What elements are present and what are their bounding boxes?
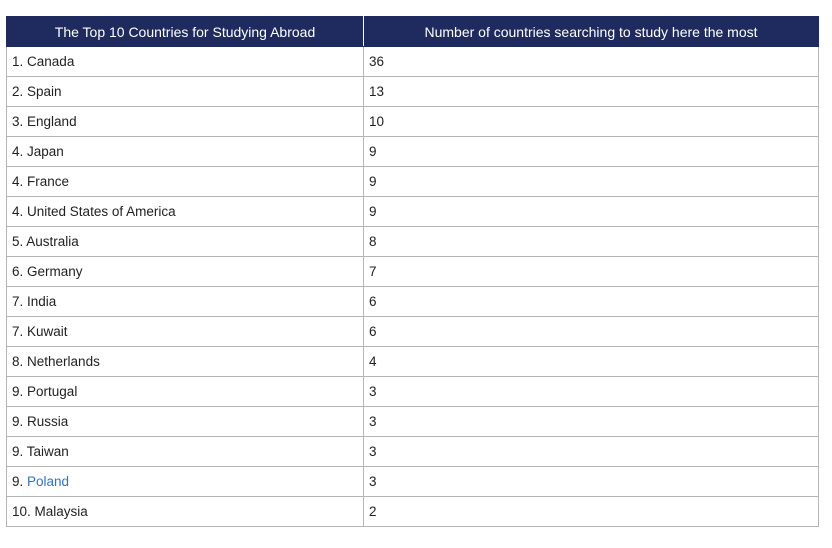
count-cell: 9 [364,167,819,197]
country-cell [7,317,364,347]
table-row [7,497,819,527]
rank-label: 4. [12,174,24,189]
table-row [7,377,819,407]
table-row [7,167,819,197]
count-cell: 6 [364,287,819,317]
country-name: Malaysia [34,504,88,519]
count-cell: 13 [364,77,819,107]
country-name: France [27,174,70,189]
country-cell [7,167,364,197]
table-row [7,197,819,227]
country-cell [7,437,364,467]
count-cell: 10 [364,107,819,137]
rank-label: 2. [12,84,24,99]
country-name: Kuwait [27,324,68,339]
rank-label: 9. [12,414,24,429]
header-count: Number of countries searching to study here the most [364,17,819,47]
country-cell [7,47,364,77]
country-name: Canada [27,54,75,69]
header-country: The Top 10 Countries for Studying Abroad [7,17,364,47]
count-cell: 6 [364,317,819,347]
count-cell: 4 [364,347,819,377]
table-row [7,107,819,137]
country-cell [7,77,364,107]
country-cell [7,407,364,437]
rank-label: 4. [12,204,24,219]
country-name: Netherlands [27,354,100,369]
rank-label: 8. [12,354,24,369]
country-name: Australia [26,234,79,249]
country-name: United States of America [27,204,176,219]
country-name: Spain [27,84,62,99]
table-row [7,407,819,437]
country-cell [7,257,364,287]
country-cell [7,287,364,317]
rank-label: 3. [12,114,24,129]
rank-label: 4. [12,144,24,159]
table-body [7,47,819,527]
country-cell [7,497,364,527]
country-cell [7,467,364,497]
count-cell: 3 [364,377,819,407]
table-row [7,47,819,77]
country-cell [7,197,364,227]
rank-label: 1. [12,54,24,69]
table-container [6,16,818,527]
count-cell: 7 [364,257,819,287]
table-row [7,347,819,377]
country-name: Germany [27,264,83,279]
country-link[interactable]: Poland [27,474,70,489]
rank-label: 5. [12,234,24,249]
table-row [7,287,819,317]
table-row [7,437,819,467]
country-name: Portugal [27,384,78,399]
table-row [7,137,819,167]
country-cell [7,137,364,167]
count-cell: 3 [364,437,819,467]
rank-label: 10. [12,504,31,519]
rank-label: 6. [12,264,24,279]
table-row [7,317,819,347]
count-cell: 9 [364,197,819,227]
country-cell [7,227,364,257]
count-cell: 3 [364,407,819,437]
table-row [7,227,819,257]
count-cell: 8 [364,227,819,257]
count-cell: 2 [364,497,819,527]
country-name: India [27,294,57,309]
country-name: England [27,114,77,129]
rank-label: 7. [12,324,24,339]
table-row [7,467,819,497]
country-cell [7,107,364,137]
country-cell [7,377,364,407]
countries-table [6,16,819,527]
table-row [7,257,819,287]
rank-label: 9. [12,384,24,399]
country-name: Russia [27,414,69,429]
rank-label: 7. [12,294,24,309]
rank-label: 9. [12,474,24,489]
country-cell [7,347,364,377]
rank-label: 9. [12,444,24,459]
count-cell: 9 [364,137,819,167]
table-header-row [7,17,819,47]
table-row [7,77,819,107]
country-name: Japan [27,144,64,159]
count-cell: 3 [364,467,819,497]
count-cell: 36 [364,47,819,77]
country-name: Taiwan [26,444,69,459]
